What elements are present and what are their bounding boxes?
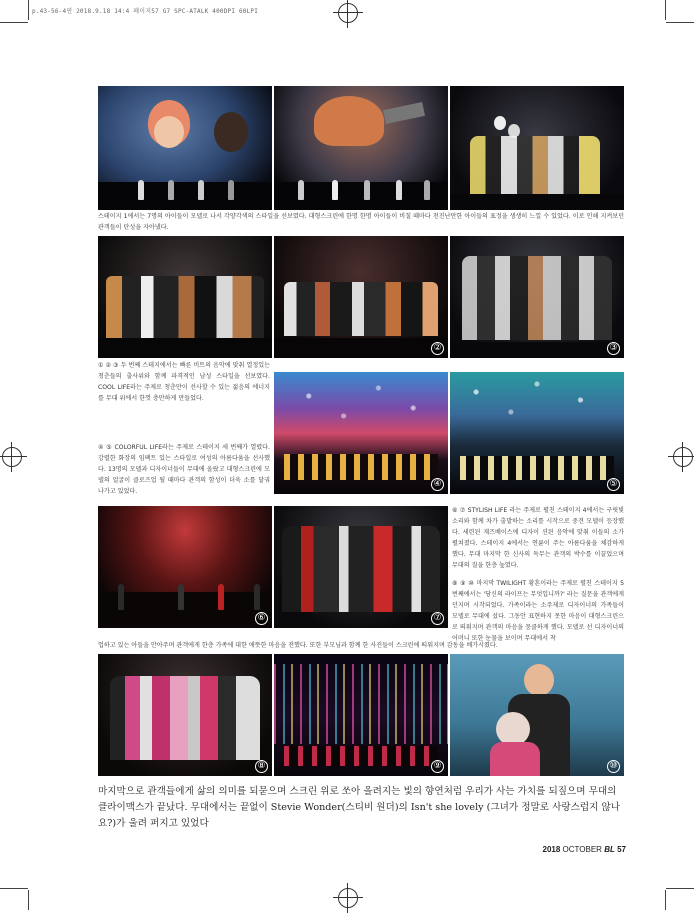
body-paragraph: 마지막으로 관객들에게 삶의 의미를 되묻으며 스크린 위로 쏘아 올려지는 빛의 향연처럼 우리가 사는 가치를 되짚으며 무대의 클라이맥스가 끝났다. 무대에서는 끝없이 Stevie Wonder(스티비 원더)의 Isn't she lovely (그녀가 정말로 사랑스럽지 않나요?)가 울려 퍼지고 있었다 [98,786,620,829]
figure [178,584,184,610]
stage-floor [98,182,272,210]
caption-stage5: ⑧ ⑨ ⑩ 마지막 TWILIGHT 황혼이라는 주제로 펼친 스테이지 5번째에서는 '당신의 라이프는 무엇입니까?' 라는 질문을 관객에게 던지며 시작되었다. 가족이라는 소주제로 디자이너의 가족들이 모델로 무대에 섰다. 그동안 표현하지 못한 마음이 대형스크린으로 띄워지며 관객의 마음을 뭉클하게 했다. 모델로 선 디자이너의 어머니 또한 눈물을 보이며 무대에서 착 [452,580,624,642]
photo-subject [490,742,540,776]
photo-number-10: ⑩ [607,760,620,773]
photo-stage1-group-balloons [450,86,624,210]
photo-subject [314,96,384,146]
light-beams [274,664,448,744]
photo-stage1-screen-child [98,86,272,210]
figure [218,584,224,610]
stage-floor [450,194,624,210]
figure [138,180,144,200]
photo-stage2-group-2 [274,236,448,358]
stage-floor [98,338,272,358]
caption-stage1: 스테이지 1에서는 7명의 아이들이 모델로 나서 각양각색의 스타일을 선보였다. 대형스크린에 한명 한명 아이들이 비칠 때마다 천진난만한 아이들의 표정을 생생히 느낄 수 있었다. 이로 인해 지켜보던 관객들이 탄성을 자아냈다. [98,213,624,231]
crop-mark [666,22,694,23]
group-of-models [282,526,440,612]
crop-mark [0,888,28,889]
group-of-models [284,282,438,336]
registration-mark-bottom [338,888,358,908]
group-of-models [284,746,438,766]
photo-number-8: ⑧ [255,760,268,773]
photo-stage4-stylish-1 [98,506,272,628]
photo-number-6: ⑥ [255,612,268,625]
photo-subject [154,116,184,148]
folio-year: 2018 [542,845,561,854]
figure [228,180,234,200]
figure [198,180,204,200]
stage-floor [450,342,624,358]
figure [118,584,124,610]
folio-month: OCTOBER [562,845,602,854]
photo-stage3-colorful-2 [450,372,624,494]
registration-mark-right [673,447,693,467]
photo-stage5-family-1 [98,654,272,776]
photo-number-9: ⑨ [431,760,444,773]
stage-floor [98,592,272,628]
figure [332,180,338,200]
photo-stage2-group-3 [450,236,624,358]
group-of-models [462,256,612,340]
photo-stage3-colorful-1 [274,372,448,494]
group-of-models [470,136,600,196]
crop-mark [0,22,28,23]
group-of-models [460,456,614,480]
group-of-models [284,454,438,480]
caption-stage4: ⑥ ⑦ STYLISH LIFE 라는 주제로 펼친 스테이지 4에서는 구릿빛 소리와 함께 차가 출발하는 소리를 시작으로 중견 모델이 등장했다. 세련된 재즈베이스에 디자이 션된 음악에 맞춰 이들의 소가 펼쳐졌다. 스테이지 4에서는 연륜이 주는 아름다움을 체감하게 했다. 무대 마지막 한 신사의 독무는 관객의 박수를 이끌었으며 무대의 질을 한층 높였다. [452,507,624,569]
photo-stage1-screen-haircut [274,86,448,210]
registration-mark-top [338,3,358,23]
crop-mark [28,0,29,20]
figure [424,180,430,200]
group-of-models [106,276,264,338]
photo-stage5-mother-son [450,654,624,776]
folio-magazine: BL [604,845,615,854]
caption-stage3: ④ ⑤ COLORFUL LIFE라는 주제로 스테이지 세 번째가 열렸다. 강렬한 화장의 임팩트 있는 스타일로 여성의 아름다움을 선사했다. 13명의 모델과 디자이너들이 무대에 올랐고 대형스크린에 모델의 얼굴이 클로즈업 될 때마다 관객의 함성이 더욱 소를 달궈 나가고 있었다. [98,444,270,495]
photo-subject [383,102,425,124]
group-of-models [110,676,260,760]
crop-mark [665,0,666,20]
figure [396,180,402,200]
balloon [494,116,506,130]
folio [543,845,627,854]
caption-stage5-cont: 업하고 있는 아들을 안아주며 관객에게 한층 가족에 대한 애뜻한 마음을 전했다. 또한 부모님과 함께 한 사진들이 스크린에 띄워지며 감동을 배가시켰다. [98,642,498,649]
photo-subject [496,712,530,746]
page-number: 57 [617,845,626,854]
figure [168,180,174,200]
photo-number-2: ② [431,342,444,355]
figure [364,180,370,200]
photo-number-3: ③ [607,342,620,355]
light-spots [450,372,624,452]
photo-subject [524,664,554,696]
photo-number-4: ④ [431,478,444,491]
figure [298,180,304,200]
crop-mark [666,888,694,889]
photo-stage5-light-show [274,654,448,776]
crop-mark [665,890,666,910]
photo-subject [214,112,248,152]
photo-number-7: ⑦ [431,612,444,625]
crop-mark [28,890,29,910]
figure [254,584,260,610]
photo-number-5: ⑤ [607,478,620,491]
photo-stage4-stylish-2 [274,506,448,628]
caption-stage2: ① ② ③ 두 번째 스테지에서는 빠른 비트의 음악에 맞춰 열정있는 청춘들의 출사위와 함께 파격적인 남성 스타일을 선보였다. COOL LIFE라는 주제로 청춘만이 선사할 수 있는 젊음의 에너지를 무대 위에서 한껏 충만하게 만들었다. [98,362,270,402]
print-slug: p.43-56-4연 2018.9.18 14:4 페이지57 G7 SPC-ATALK 400DPI 60LPI [32,8,259,15]
light-spots [274,372,448,452]
stage-floor [274,338,448,358]
registration-mark-left [2,447,22,467]
photo-stage2-group-1 [98,236,272,358]
